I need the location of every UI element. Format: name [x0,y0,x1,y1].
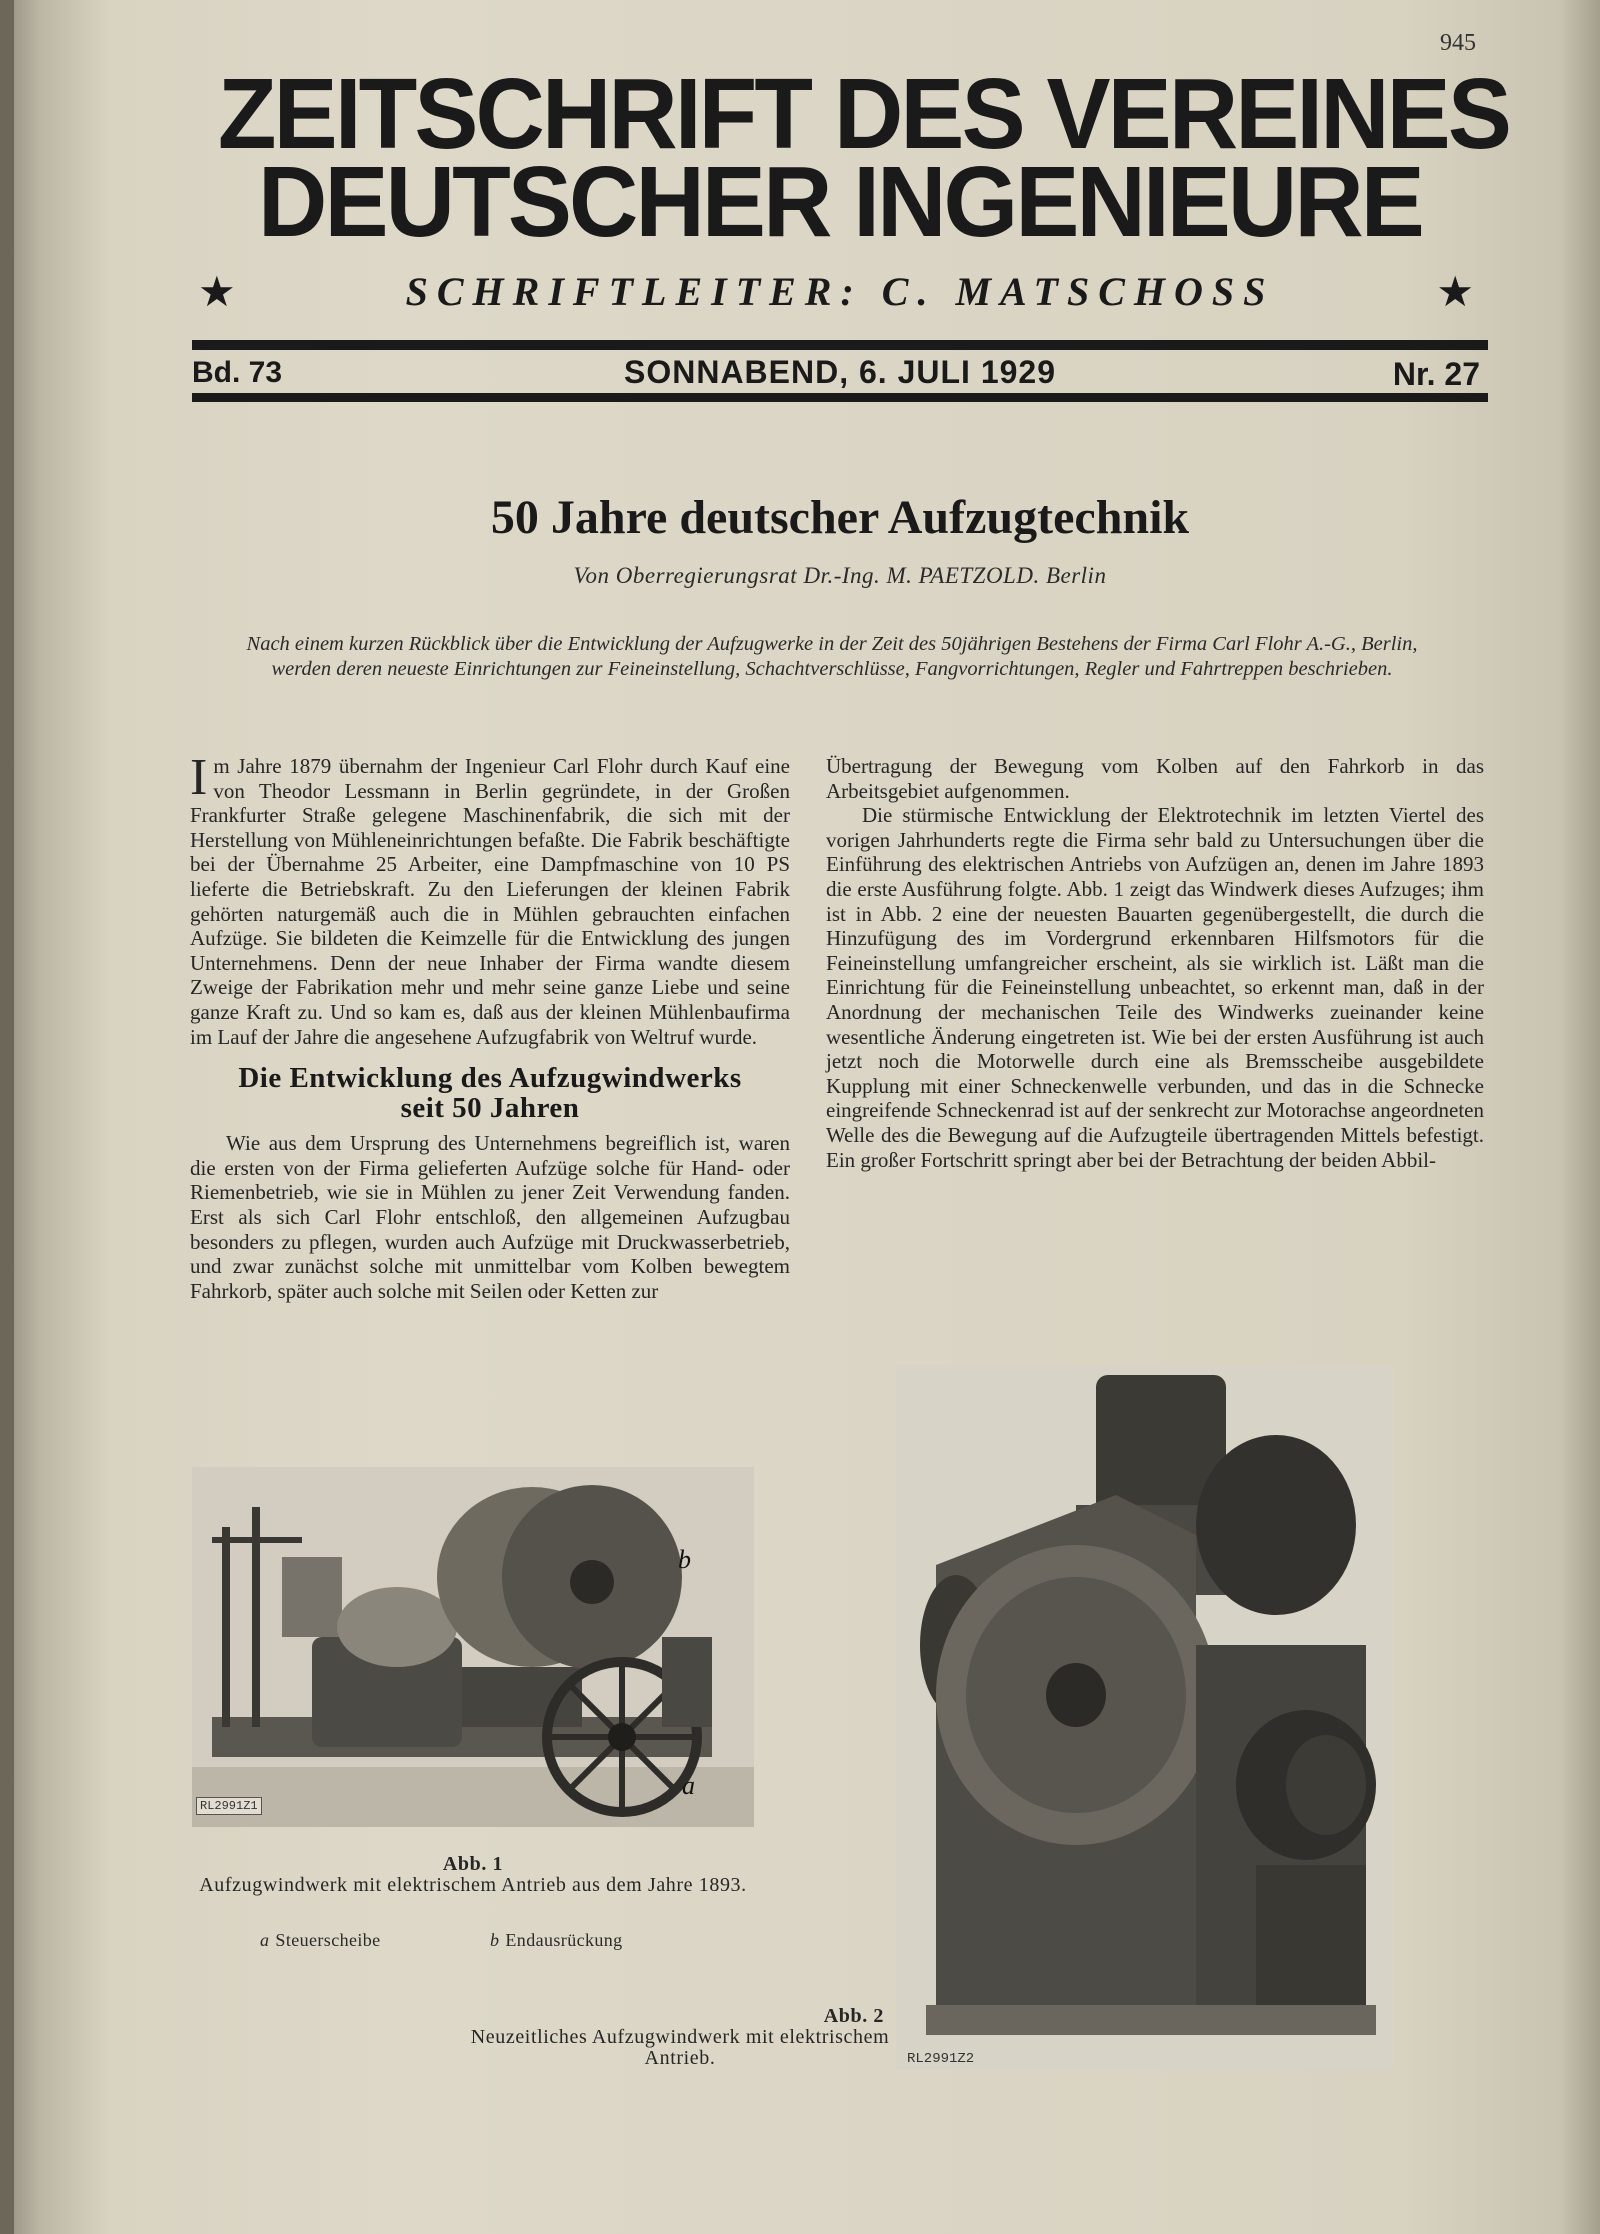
binding-gutter [0,0,14,2234]
figure-1-legend-b [490,1930,623,1951]
editor-line [192,268,1488,316]
right-column [826,754,1484,1172]
body-paragraph: Die stürmische Entwicklung der Elektrotechnik im letzten Viertel des vorigen Jahrhunderts regte die Firma sehr bald zu Untersuchungen über die Einführung des elektrischen Antriebs von Aufzügen an, denen im Jahre 1893 die erste Ausführung folgte. Abb. 1 zeigt das Windwerk dieses Aufzuges; ihm ist in Abb. 2 eine der neuesten Bauarten gegenübergestellt, die durch die Hinzufügung des im Vordergrund erkennbaren Hilfsmotors für die Feineinstellung umfangreicher erscheint, als sie wirklich ist. Läßt man die Einrichtung für die Feineinstellung unbeachtet, so erkennt man, daß in der Anordnung der mechanischen Teile des Windwerks zueinander keine wesentliche Änderung eingetreten ist. Wie bei der ersten Ausführung ist auch jetzt noch die Motorwelle durch eine als Bremsscheibe ausgebildete Kupplung mit einer Schneckenwelle verbunden, und das in die Schnecke eingreifende Schneckenrad ist auf der senkrecht zur Motorachse angeordneten Welle des die Bewegung auf die Aufzugteile übertragenden Mittels befestigt. Ein großer Fortschritt springt aber bei der Betrachtung der beiden Abbil- [826,803,1484,1172]
volume-label: Bd. 73 [192,356,283,389]
modern-winch-illustration [896,1365,1394,2070]
figure-2-photo [896,1365,1394,2070]
figure-2-stamp: RL2991Z2 [907,2051,975,2067]
masthead-title-line-1: ZEITSCHRIFT DES VEREINES [217,58,1509,170]
masthead [192,58,1509,258]
section-heading-line-2: seit 50 Jahren [400,1092,580,1125]
figure-1-mark-a: a [682,1771,695,1800]
figure-1-photo [192,1467,754,1827]
issue-date: SONNABEND, 6. JULI 1929 [623,354,1056,390]
legend-key-b: b [490,1930,500,1950]
winch-1893-illustration [192,1467,754,1827]
star-icon: ★ [198,267,236,316]
figure-1-caption-text: Aufzugwindwerk mit elektrischem Antrieb aus dem Jahre 1893. [199,1874,747,1896]
legend-a-text: Steuerscheibe [275,1930,381,1950]
intro-paragraph [190,749,790,1049]
article-abstract: Nach einem kurzen Rückblick über die Entwicklung der Aufzugwerke in der Zeit des 50jährigen Bestehens der Firma Carl Flohr A.-G., Berlin, werden deren neueste Einrichtungen zur Feineinstellung, Schachtverschlüsse, Fangvorrichtungen, Regler und Fahrtreppen beschrieben. [246,633,1418,680]
legend-key-a: a [260,1930,270,1950]
editor-name: SCHRIFTLEITER: C. MATSCHOSS [405,269,1275,314]
figure-2-label: Abb. 2 [823,2005,884,2027]
drop-cap: I [190,749,208,806]
left-column [190,749,790,1303]
figure-1-mark-b: b [678,1545,691,1574]
body-paragraph: Wie aus dem Ursprung des Unternehmens begreiflich ist, waren die ersten von der Firma gelieferten Aufzüge solche für Hand- oder Riemenbetrieb, wie sie in Mühlen zu jener Zeit Verwendung fanden. Erst als sich Carl Flohr entschloß, den allgemeinen Aufzugbau besonders zu pflegen, wurden auch Aufzüge mit Druckwasserbetrieb, und zwar zunächst solche mit unmittelbar vom Kolben bewegtem Fahrkorb, später auch solche mit Seilen oder Ketten zur [190,1131,790,1303]
masthead-title-line-2: DEUTSCHER INGENIEURE [258,146,1422,258]
body-paragraph: Übertragung der Bewegung vom Kolben auf den Fahrkorb in das Arbeitsgebiet aufgenommen. [826,754,1484,803]
header-rule-bottom [192,393,1488,402]
article-byline: Von Oberregierungsrat Dr.-Ing. M. PAETZOLD. Berlin [573,563,1107,588]
intro-paragraph-text: m Jahre 1879 übernahm der Ingenieur Carl Flohr durch Kauf eine von Theodor Lessmann in Berlin gegründete, in der Großen Frankfurter Straße gelegene Maschinenfabrik, die sich mit der Herstellung von Mühleneinrichtungen befaßte. Die Fabrik beschäftigte bei der Übernahme 25 Arbeiter, eine Dampfmaschine von 10 PS lieferte die Betriebskraft. Zu den Lieferungen der kleinen Fabrik gehörten naturgemäß auch die in Mühlen gebrauchten einfachen Aufzüge. Sie bildeten die Keimzelle für die Entwicklung des jungen Unternehmens. Denn der neue Inhaber der Firma wandte diesem Zweige der Fabrikation mehr und mehr seine ganze Liebe und seine ganze Kraft zu. Und so kam es, daß aus der kleinen Mühlenbaufirma im Lauf der Jahre die angesehene Aufzugfabrik von Weltruf wurde. [190,754,790,1049]
article-title: 50 Jahre deutscher Aufzugtechnik [490,491,1190,544]
legend-b-text: Endausrückung [505,1930,623,1950]
issue-bar [192,352,1488,392]
section-heading-line-1: Die Entwicklung des Aufzugwindwerks [238,1062,742,1095]
figure-1-caption [192,1854,754,1896]
star-icon: ★ [1436,267,1474,316]
figure-2-caption-text: Neuzeitliches Aufzugwindwerk mit elektrischem Antrieb. [470,2026,890,2069]
figure-2-caption [470,2006,890,2069]
header-rule-top [192,340,1488,350]
section-heading [190,1063,790,1123]
issue-number: Nr. 27 [1392,356,1480,392]
figure-1-legend-a [260,1930,381,1951]
figure-1-label: Abb. 1 [442,1853,504,1875]
page-number: 945 [1440,30,1476,56]
figure-1-stamp: RL2991Z1 [196,1797,262,1815]
